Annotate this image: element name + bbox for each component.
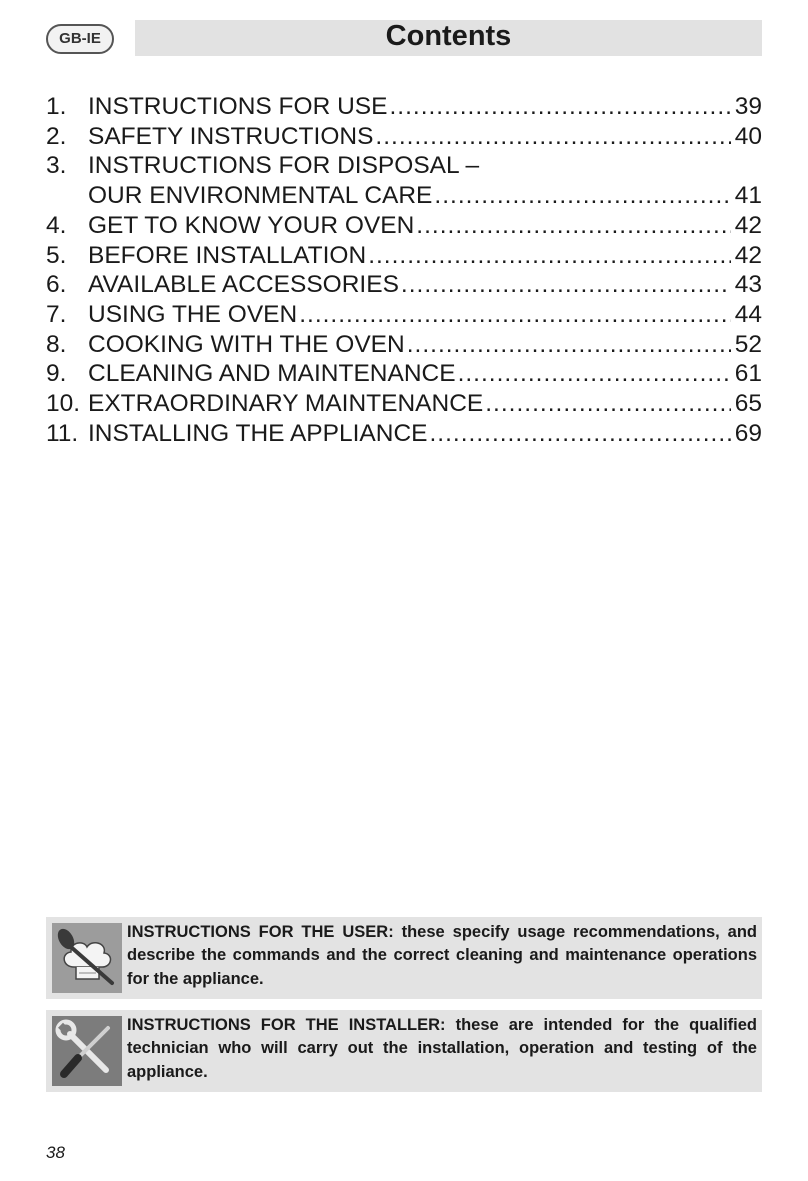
toc-entry-label: EXTRAORDINARY MAINTENANCE — [88, 390, 484, 418]
page-number: 38 — [46, 1143, 65, 1162]
toc-dot-leader — [389, 92, 730, 122]
toc-entry-page: 44 — [734, 300, 762, 328]
toc-entry-label: COOKING WITH THE OVEN — [88, 330, 405, 358]
toc-entry-label: INSTRUCTIONS FOR DISPOSAL – — [88, 152, 480, 180]
toc-entry[interactable] — [46, 389, 762, 419]
toc-entry-label: OUR ENVIRONMENTAL CARE — [88, 182, 433, 210]
toc-entry[interactable] — [46, 419, 762, 449]
toc-entry-number: 6. — [46, 271, 67, 299]
toc-entry-number: 1. — [46, 93, 67, 120]
toc-dot-leader — [458, 359, 731, 389]
toc-entry-number: 2. — [46, 122, 67, 150]
toc-entry[interactable] — [46, 151, 762, 181]
toc-entry-number: 7. — [46, 300, 67, 328]
toc-entry-label: CLEANING AND MAINTENANCE — [88, 360, 456, 388]
table-of-contents — [46, 92, 762, 448]
toc-entry-number: 8. — [46, 330, 67, 358]
toc-entry-number: 11. — [46, 419, 79, 447]
toc-entry-label: SAFETY INSTRUCTIONS — [88, 122, 374, 150]
toc-entry[interactable] — [46, 241, 762, 271]
toc-entry-page: 65 — [734, 390, 762, 418]
chef-hat-spoon-icon — [52, 923, 122, 993]
toc-entry-label: GET TO KNOW YOUR OVEN — [88, 211, 415, 239]
toc-entry-label: USING THE OVEN — [88, 300, 298, 328]
toc-entry-page: 69 — [734, 419, 762, 447]
toc-entry-page: 39 — [734, 93, 762, 120]
toc-entry-page: 52 — [734, 330, 762, 358]
toc-entry-page: 41 — [734, 182, 762, 210]
screwdriver-wrench-icon — [52, 1016, 122, 1086]
toc-entry-label: AVAILABLE ACCESSORIES — [88, 271, 399, 299]
toc-dot-leader — [429, 419, 730, 449]
toc-dot-leader — [368, 241, 731, 271]
toc-entry[interactable] — [46, 300, 762, 330]
toc-entry-number: 5. — [46, 241, 67, 269]
toc-entry-page: 61 — [734, 360, 762, 388]
toc-dot-leader — [485, 389, 730, 419]
toc-entry-number: 10. — [46, 390, 81, 418]
toc-entry-page: 40 — [734, 122, 762, 150]
toc-entry[interactable] — [46, 92, 762, 122]
toc-entry-label: INSTRUCTIONS FOR USE — [88, 93, 388, 120]
toc-entry-number: 9. — [46, 360, 67, 388]
toc-entry-page: 42 — [734, 211, 762, 239]
toc-entry-continuation[interactable] — [46, 181, 762, 211]
toc-entry-label: BEFORE INSTALLATION — [88, 241, 367, 269]
toc-entry-number: 4. — [46, 211, 67, 239]
toc-entry[interactable] — [46, 211, 762, 241]
toc-entry[interactable] — [46, 330, 762, 360]
user-instructions-text: INSTRUCTIONS FOR THE USER: these specify usage recommendations, and describe the commands and the correct cleaning and maintenance operations for the appliance. — [127, 923, 757, 988]
toc-entry[interactable] — [46, 270, 762, 300]
installer-instructions-text: INSTRUCTIONS FOR THE INSTALLER: these are intended for the qualified technician who will carry out the installation, operation and testing of the appliance. — [127, 1016, 757, 1081]
toc-entry[interactable] — [46, 359, 762, 389]
toc-dot-leader — [401, 270, 731, 300]
language-badge: GB-IE — [46, 24, 114, 54]
toc-entry-page: 42 — [734, 241, 762, 269]
page-title: Contents — [135, 20, 762, 56]
user-instructions-note — [46, 917, 762, 999]
toc-dot-leader — [407, 330, 731, 360]
toc-entry-label: INSTALLING THE APPLIANCE — [88, 419, 428, 447]
toc-dot-leader — [434, 181, 730, 211]
toc-dot-leader — [375, 122, 730, 152]
installer-instructions-note — [46, 1010, 762, 1092]
toc-dot-leader — [416, 211, 730, 241]
toc-entry-page: 43 — [734, 271, 762, 299]
toc-entry[interactable] — [46, 122, 762, 152]
toc-entry-number: 3. — [46, 152, 67, 180]
toc-dot-leader — [299, 300, 731, 330]
